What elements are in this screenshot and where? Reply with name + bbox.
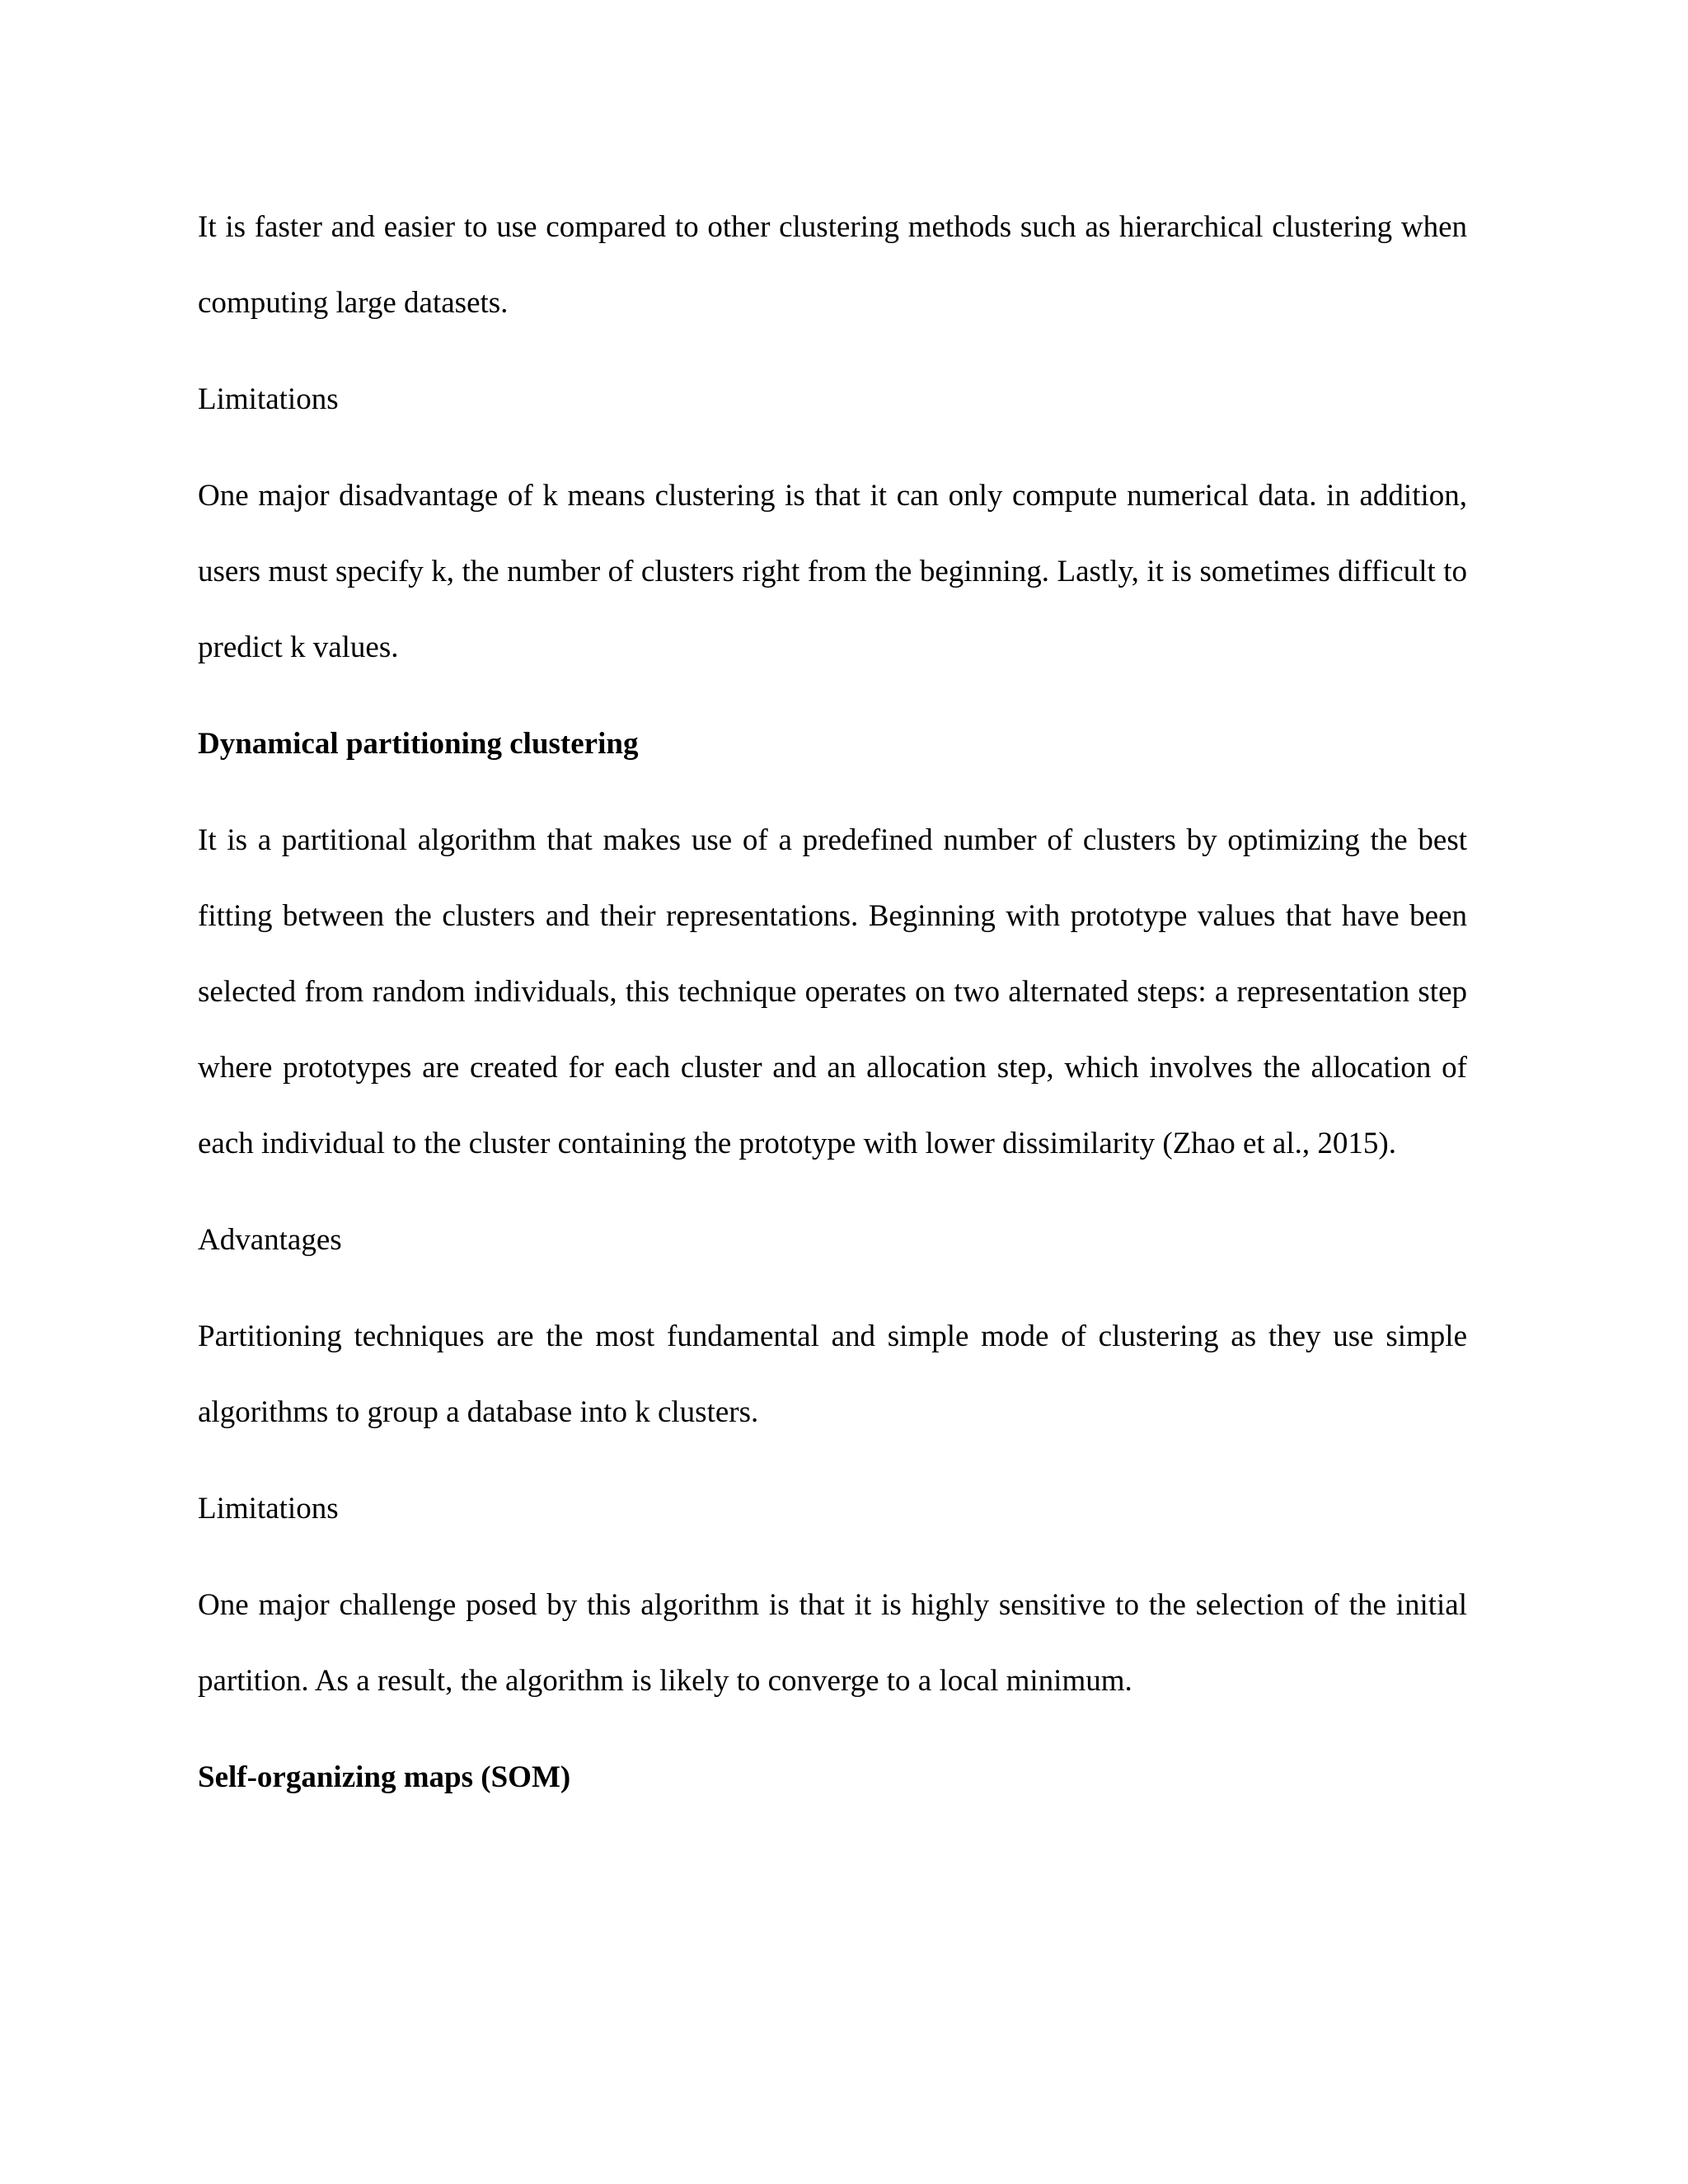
- subheading-limitations: Limitations: [198, 382, 339, 416]
- paragraph-dynamical-description: It is a partitional algorithm that makes use of a predefined number of clusters by optimizing the best fitting between the clusters and their representations. Beginning with prototype values that have been selected from random individuals, this technique operates on two alternated steps: a representation step where prototypes are created for each cluster and an allocation step, which involves the allocation of each individual to the cluster containing the prototype with lower dissimilarity (Zhao et al., 2015).: [198, 823, 1467, 1160]
- paragraph-partitioning-advantages: Partitioning techniques are the most fundamental and simple mode of clustering as they use simple algorithms to group a database into k clusters.: [198, 1319, 1467, 1429]
- heading-self-organizing-maps: Self-organizing maps (SOM): [198, 1760, 571, 1794]
- paragraph-partitioning-limitations: One major challenge posed by this algorithm is that it is highly sensitive to the selection of the initial partition. As a result, the algorithm is likely to converge to a local minimum.: [198, 1588, 1467, 1698]
- subheading-advantages: Advantages: [198, 1223, 342, 1257]
- paragraph-kmeans-advantage: It is faster and easier to use compared to other clustering methods such as hierarchical clustering when computing large datasets.: [198, 210, 1467, 320]
- subheading-limitations-2: Limitations: [198, 1492, 339, 1526]
- paragraph-kmeans-limitations: One major disadvantage of k means clustering is that it can only compute numerical data. in addition, users must specify k, the number of clusters right from the beginning. Lastly, it is sometimes difficult to predict k values.: [198, 479, 1467, 664]
- document-body: [198, 190, 1467, 1816]
- heading-dynamical-partitioning: Dynamical partitioning clustering: [198, 727, 639, 761]
